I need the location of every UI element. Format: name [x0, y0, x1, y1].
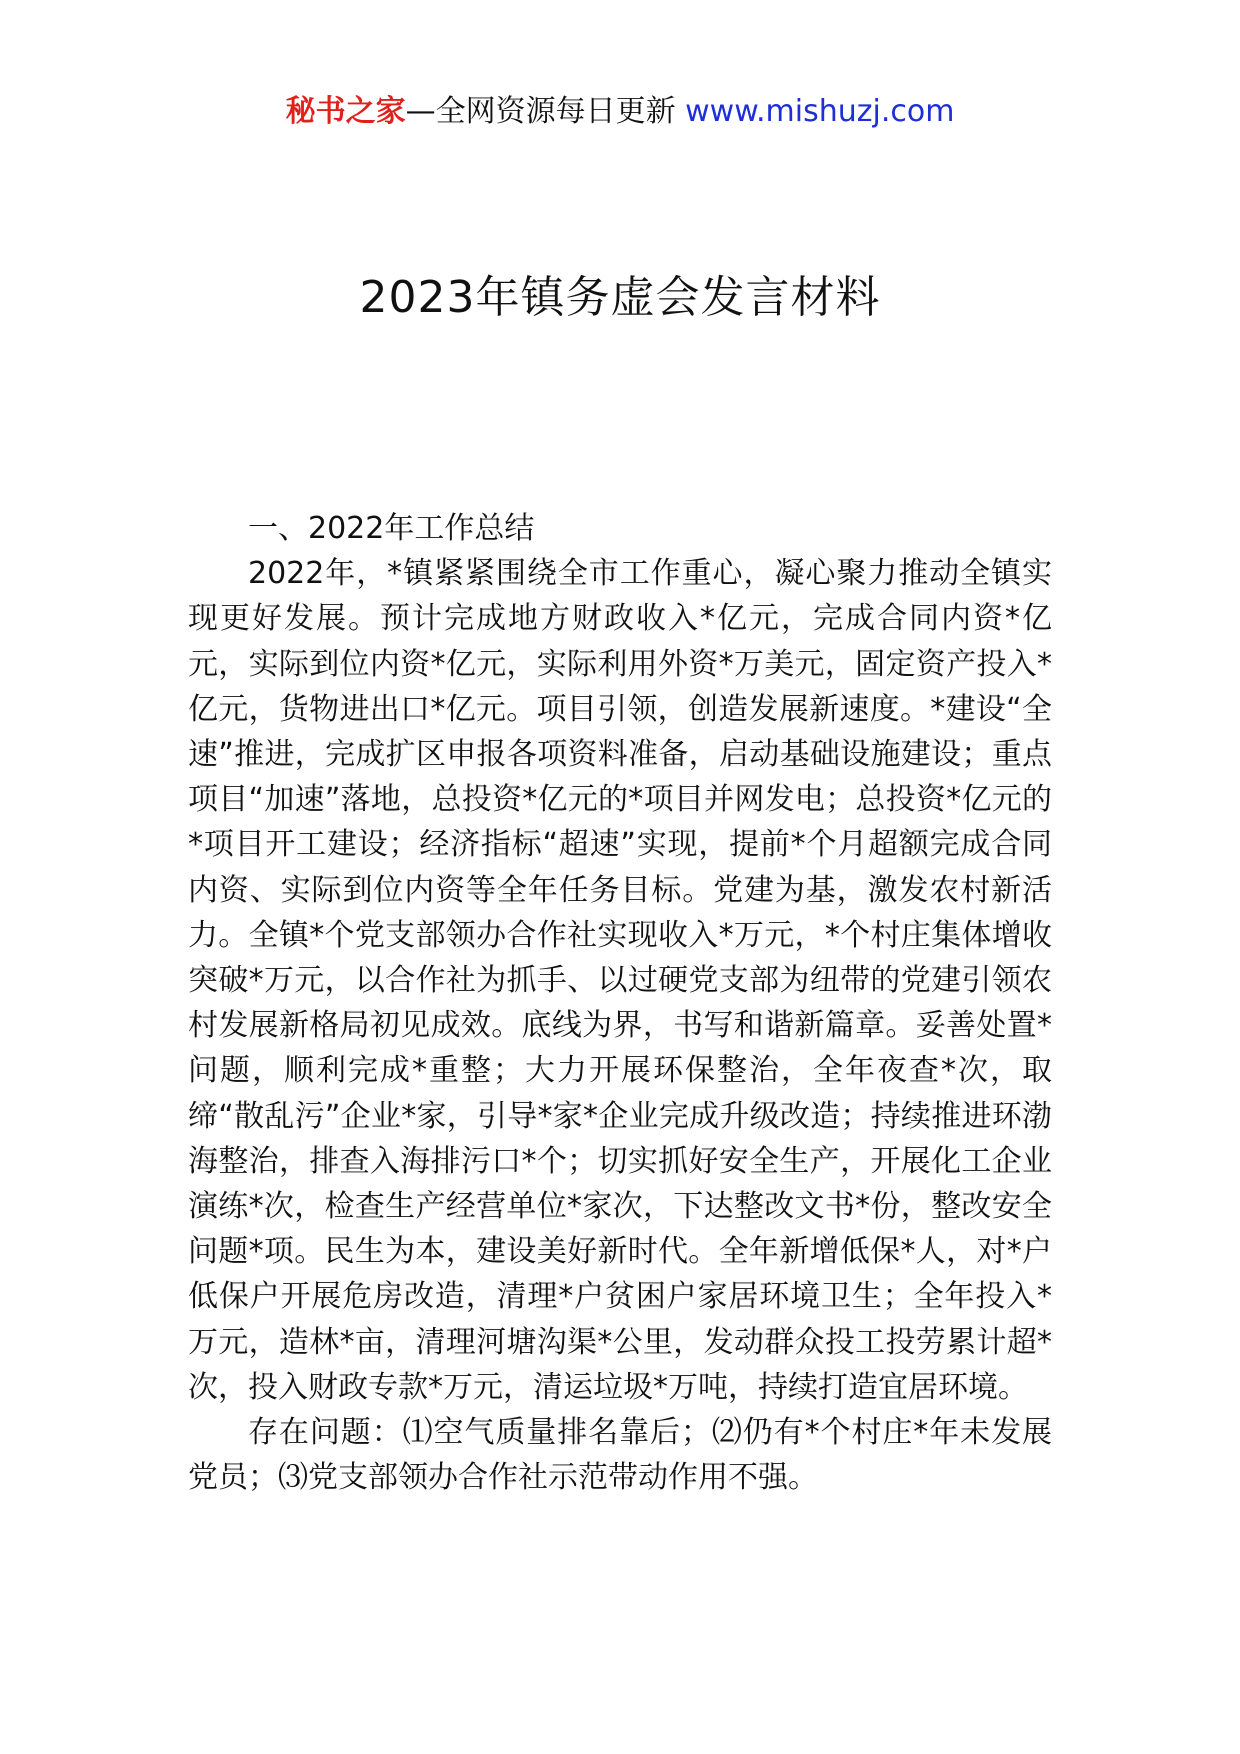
site-url-link[interactable]: www.mishuzj.com [685, 94, 955, 129]
header-tagline: —全网资源每日更新 [405, 94, 676, 129]
problems-paragraph: 存在问题：⑴空气质量排名靠后；⑵仍有*个村庄*年未发展党员；⑶党支部领办合作社示范带动作用不强。 [188, 1415, 1052, 1496]
summary-paragraph: 2022年，*镇紧紧围绕全市工作重心，凝心聚力推动全镇实现更好发展。预计完成地方财政收入*亿元，完成合同内资*亿元，实际到位内资*亿元，实际利用外资*万美元，固定资产投入*亿元，货物进出口*亿元。项目引领，创造发展新速度。*建设“全速”推进，完成扩区申报各项资料准备，启动基础设施建设；重点项目“加速”落地，总投资*亿元的*项目并网发电；总投资*亿元的*项目开工建设；经济指标“超速”实现，提前*个月超额完成合同内资、实际到位内资等全年任务目标。党建为基，激发农村新活力。全镇*个党支部领办合作社实现收入*万元，*个村庄集体增收突破*万元，以合作社为抓手、以过硬党支部为纽带的党建引领农村发展新格局初见成效。底线为界，书写和谐新篇章。妥善处置*问题，顺利完成*重整；大力开展环保整治，全年夜查*次，取缔“散乱污”企业*家，引导*家*企业完成升级改造；持续推进环渤海整治，排查入海排污口*个；切实抓好安全生产，开展化工企业演练*次，检查生产经营单位*家次，下达整改文书*份，整改安全问题*项。民生为本，建设美好新时代。全年新增低保*人，对*户低保户开展危房改造，清理*户贫困户家居环境卫生；全年投入*万元，造林*亩，清理河塘沟渠*公里，发动群众投工投劳累计超*次，投入财政专款*万元，清运垃圾*万吨，持续打造宜居环境。 [188, 556, 1052, 1405]
brand-name: 秘书之家 [285, 94, 406, 129]
page-header [0, 92, 1240, 132]
document-title: 2023年镇务虚会发言材料 [359, 272, 881, 323]
document-body [188, 506, 1052, 1500]
section-heading: 一、2022年工作总结 [248, 511, 535, 546]
